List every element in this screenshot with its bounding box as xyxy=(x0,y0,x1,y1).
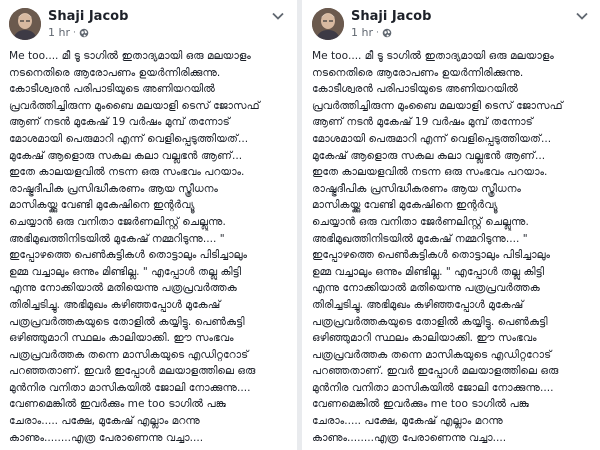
avatar[interactable] xyxy=(312,8,344,40)
post-text-line: മുകേഷ് ആളൊരു സകല കലാ വല്ലഭൻ ആണ്... xyxy=(312,149,546,162)
meta-separator: · xyxy=(73,27,76,38)
author-name[interactable]: Shaji Jacob xyxy=(48,9,129,24)
public-globe-icon xyxy=(382,28,392,38)
post-text-line: ഉമ്മ വച്ചാലും ഒന്നും മിണ്ടില്ല. " എപ്പോൾ തല്ലു കിട്ടി xyxy=(9,265,242,278)
post-text-line: പത്രപ്രവർത്തക തന്നെ മാസികയുടെ എഡിറ്ററോട് xyxy=(312,348,552,361)
author-name[interactable]: Shaji Jacob xyxy=(351,9,432,24)
post-text-line: മുകേഷ് ആളൊരു സകല കലാ വല്ലഭൻ ആണ്... xyxy=(9,149,243,162)
post-text-line: ഉമ്മ വച്ചാലും ഒന്നും മിണ്ടില്ല. " എപ്പോൾ തല്ലു കിട്ടി xyxy=(312,265,545,278)
post-text-line: പ്രവർത്തിച്ചിരുന്ന മുംബൈ മലയാളി ടെസ് ജോസഫ് xyxy=(9,99,260,112)
post-text-line: പറഞ്ഞതാണ്. ഇവർ ഇപ്പോൾ മലയാളത്തിലെ ഒരു xyxy=(9,365,256,378)
facebook-post-left xyxy=(0,0,296,450)
post-text-line: Me too.... മീ ടൂ ടാഗിൽ ഇതാദ്യമായി ഒരു മലയാളം xyxy=(312,50,554,62)
post-text-line: തിരിച്ചടിച്ചു. അഭിമുഖം കഴിഞ്ഞപ്പോൾ മുകേഷ് xyxy=(9,298,221,311)
post-text-line: വേണമെങ്കിൽ ഇവർക്കും me too ടാഗിൽ പങ്കു xyxy=(9,398,226,411)
post-time[interactable]: 1 hr xyxy=(48,26,70,39)
post-text-line: ഇതേ കാലയളവിൽ നടന്ന ഒരു സംഭവം പറയാം. xyxy=(9,166,245,179)
post-text-line: പത്രപ്രവർത്തക തന്നെ മാസികയുടെ എഡിറ്ററോട് xyxy=(9,348,249,361)
post-text-line: മാസികയ്ക്കു വേണ്ടി മുകേഷിനെ ഇന്റർവ്യൂ xyxy=(312,199,498,212)
post-text-line: ഇതേ കാലയളവിൽ നടന്ന ഒരു സംഭവം പറയാം. xyxy=(312,166,548,179)
post-text xyxy=(312,48,596,446)
post-meta xyxy=(351,26,392,39)
post-text-line: കോടീശ്വരൻ പരിപാടിയുടെ അണിയറയിൽ xyxy=(9,83,215,96)
avatar[interactable] xyxy=(9,8,41,40)
post-text-line: ചേരാം..... പക്ഷേ, മുകേഷ് എല്ലാം മറന്നു xyxy=(312,415,503,428)
post-meta xyxy=(48,26,89,39)
post-text-line: പത്രപ്രവർത്തകയുടെ തോളിൽ കയ്യിട്ടു. പെൺകുട്ടി xyxy=(312,315,548,328)
facebook-post-right xyxy=(303,0,600,450)
post-text-line: നടനെതിരെ ആരോപണം ഉയർന്നിരിക്കുന്നു. xyxy=(9,66,221,79)
public-globe-icon xyxy=(79,28,89,38)
post-time[interactable]: 1 hr xyxy=(351,26,373,39)
post-text-line: ചെയ്യാൻ ഒരു വനിതാ ജേർണലിസ്റ്റ് ചെല്ലുന്നു. xyxy=(9,215,226,228)
post-text-line: ഒഴിഞ്ഞുമാറി സ്ഥലം കാലിയാക്കി. ഈ സംഭവം xyxy=(312,332,537,345)
post-text-line: നടനെതിരെ ആരോപണം ഉയർന്നിരിക്കുന്നു. xyxy=(312,66,524,79)
meta-separator: · xyxy=(376,27,379,38)
post-text-line: ചെയ്യാൻ ഒരു വനിതാ ജേർണലിസ്റ്റ് ചെല്ലുന്നു. xyxy=(312,215,529,228)
avatar-portrait xyxy=(9,8,41,40)
post-text-line: ചേരാം..... പക്ഷേ, മുകേഷ് എല്ലാം മറന്നു xyxy=(9,415,200,428)
panel-divider xyxy=(297,0,302,450)
post-text-line: പറഞ്ഞതാണ്. ഇവർ ഇപ്പോൾ മലയാളത്തിലെ ഒരു xyxy=(312,365,559,378)
post-text xyxy=(9,48,292,446)
post-header xyxy=(312,6,596,42)
post-text-line: കാണും........എത്ര പേരാണെന്നു വച്ചാ.... xyxy=(312,431,507,444)
post-text-line: ആണ് നടൻ മുകേഷ് 19 വർഷം മുമ്പ് തന്നോട് xyxy=(9,116,230,129)
post-text-line: വേണമെങ്കിൽ ഇവർക്കും me too ടാഗിൽ പങ്കു xyxy=(312,398,529,411)
post-header xyxy=(9,6,292,42)
post-text-line: മോശമായി പെരുമാറി എന്ന് വെളിപ്പെടുത്തിയത്... xyxy=(9,132,249,145)
post-text-line: രാഷ്ട്രദീപിക പ്രസിദ്ധീകരണം ആയ സ്ത്രീധനം xyxy=(312,182,521,195)
post-text-line: മാസികയ്ക്കു വേണ്ടി മുകേഷിനെ ഇന്റർവ്യൂ xyxy=(9,199,195,212)
post-text-line: ഇപ്പോഴത്തെ പെൺകുട്ടികൾ തൊട്ടാലും പിടിച്ചാലും xyxy=(312,249,551,262)
chevron-down-icon[interactable] xyxy=(576,12,588,20)
post-text-line: എന്നു നോക്കിയാൽ മതിയെന്നു പത്രപ്രവർത്തക xyxy=(312,282,540,295)
post-text-line: മുൻനിര വനിതാ മാസികയിൽ ജോലി നോക്കുന്നു.... xyxy=(9,381,251,394)
post-text-line: ആണ് നടൻ മുകേഷ് 19 വർഷം മുമ്പ് തന്നോട് xyxy=(312,116,533,129)
post-text-line: മുൻനിര വനിതാ മാസികയിൽ ജോലി നോക്കുന്നു.... xyxy=(312,381,554,394)
chevron-down-icon[interactable] xyxy=(272,12,284,20)
post-text-line: കോടീശ്വരൻ പരിപാടിയുടെ അണിയറയിൽ xyxy=(312,83,518,96)
post-text-line: കാണും........എത്ര പേരാണെന്നു വച്ചാ.... xyxy=(9,431,204,444)
post-text-line: മോശമായി പെരുമാറി എന്ന് വെളിപ്പെടുത്തിയത്... xyxy=(312,132,552,145)
post-text-line: എന്നു നോക്കിയാൽ മതിയെന്നു പത്രപ്രവർത്തക xyxy=(9,282,237,295)
post-text-line: Me too.... മീ ടൂ ടാഗിൽ ഇതാദ്യമായി ഒരു മലയാളം xyxy=(9,50,251,62)
post-text-line: അഭിമുഖത്തിനിടയിൽ മുകേഷ് നമ്മറിടുന്നു.... " xyxy=(9,232,225,245)
post-text-line: ഇപ്പോഴത്തെ പെൺകുട്ടികൾ തൊട്ടാലും പിടിച്ചാലും xyxy=(9,249,248,262)
post-text-line: പത്രപ്രവർത്തകയുടെ തോളിൽ കയ്യിട്ടു. പെൺകുട്ടി xyxy=(9,315,245,328)
avatar-portrait xyxy=(312,8,344,40)
post-text-line: തിരിച്ചടിച്ചു. അഭിമുഖം കഴിഞ്ഞപ്പോൾ മുകേഷ് xyxy=(312,298,524,311)
post-text-line: പ്രവർത്തിച്ചിരുന്ന മുംബൈ മലയാളി ടെസ് ജോസഫ് xyxy=(312,99,563,112)
post-text-line: രാഷ്ട്രദീപിക പ്രസിദ്ധീകരണം ആയ സ്ത്രീധനം xyxy=(9,182,218,195)
post-text-line: ഒഴിഞ്ഞുമാറി സ്ഥലം കാലിയാക്കി. ഈ സംഭവം xyxy=(9,332,234,345)
post-text-line: അഭിമുഖത്തിനിടയിൽ മുകേഷ് നമ്മറിടുന്നു.... " xyxy=(312,232,528,245)
